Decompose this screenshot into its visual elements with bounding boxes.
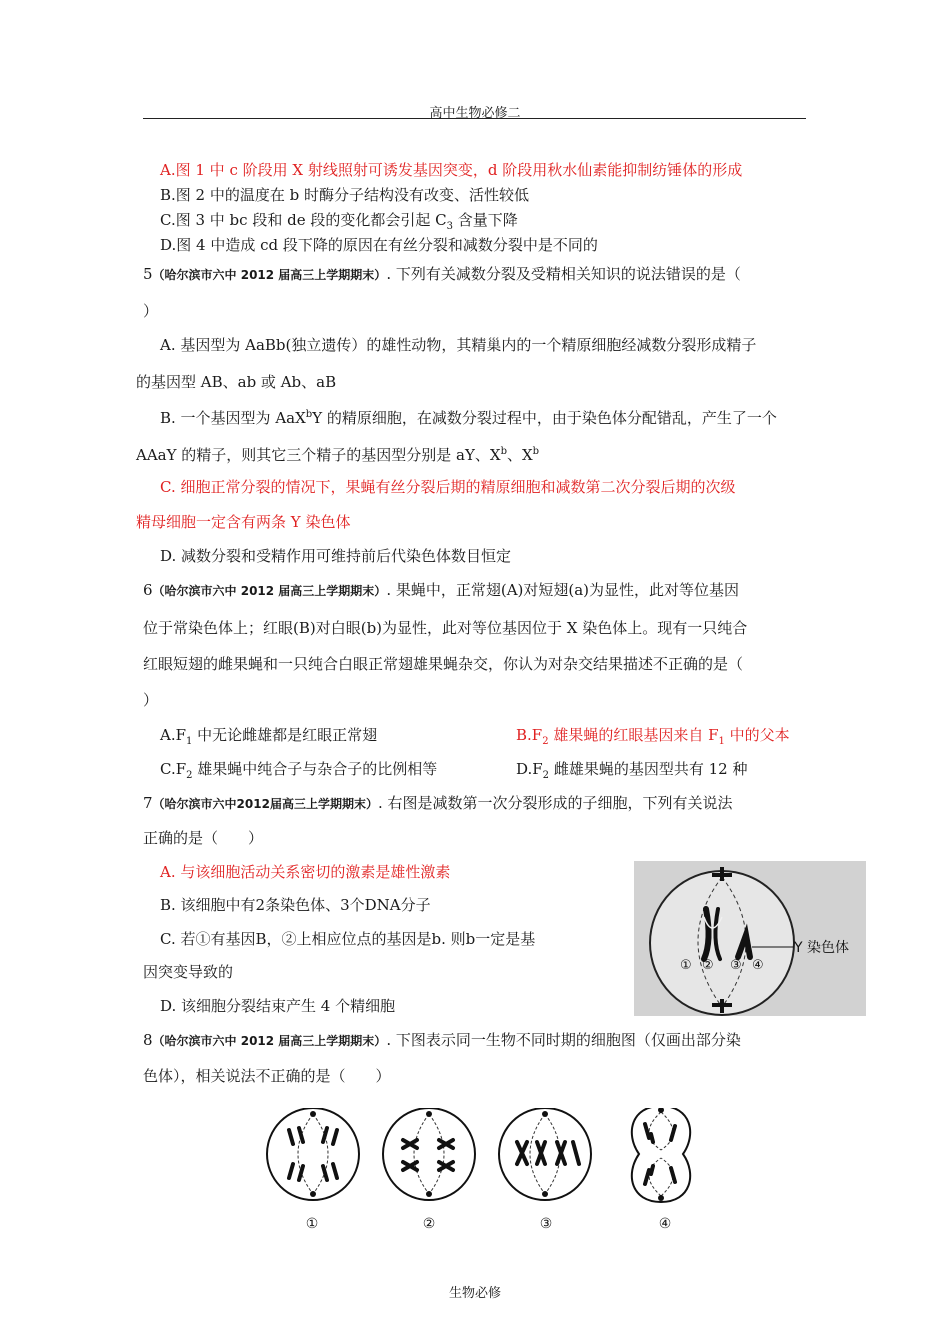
q6-stem-close: ）: [143, 691, 159, 709]
q6-stem-line3: 红眼短翅的雌果蝇和一只纯合白眼正常翅雄果蝇杂交，你认为对杂交结果描述不正确的是（: [143, 655, 744, 673]
q5-option-c-line1: C. 细胞正常分裂的情况下，果蝇有丝分裂后期的精原细胞和减数第二次分裂后期的次级: [160, 478, 736, 496]
marker-1: ①: [680, 958, 692, 973]
q5-option-c-line2: 精母细胞一定含有两条 Y 染色体: [136, 513, 351, 531]
q7-option-d: D. 该细胞分裂结束产生 4 个精细胞: [160, 997, 396, 1015]
marker-2: ②: [702, 958, 714, 973]
q6-source: （哈尔滨市六中 2012 届高三上学期期末）: [152, 584, 387, 598]
q8-stem-line2: 色体），相关说法不正确的是（ ）: [143, 1067, 391, 1085]
cell-1: [267, 1108, 359, 1200]
q7-option-a: A. 与该细胞活动关系密切的激素是雄性激素: [160, 863, 451, 881]
q5-stem-close: ）: [143, 302, 159, 320]
q6-option-b: $B.F_2$ 雄果蝇的红眼基因来自 $F_1$ 中的父本: [516, 726, 790, 747]
q4-option-d: D.图 4 中造成 cd 段下降的原因在有丝分裂和减数分裂中是不同的: [160, 236, 598, 254]
q5-option-b-line1: B. 一个基因型为 AaX$^b$Y 的精原细胞，在减数分裂过程中，由于染色体分配错乱，产生了一个: [160, 409, 777, 427]
q7-source: （哈尔滨市六中2012届高三上学期期末）: [152, 797, 378, 811]
q7-cell-photo: [634, 861, 866, 1016]
header-rule: [143, 118, 806, 119]
q5-option-b-line2: AAaY 的精子，则其它三个精子的基因型分别是 aY、$X^b$、$X^b$: [136, 446, 540, 464]
q6-stem-line1: 6（哈尔滨市六中 2012 届高三上学期期末）. 果蝇中，正常翅(A)对短翅(a)为显性，此对等位基因: [143, 581, 740, 599]
q5-source: （哈尔滨市六中 2012 届高三上学期期末）: [152, 268, 387, 282]
cell-2: [383, 1108, 475, 1200]
page-footer: 生物必修: [448, 1286, 501, 1301]
cell-4: [632, 1108, 690, 1202]
q5-option-a-line1: A. 基因型为 AaBb(独立遗传）的雄性动物，其精巢内的一个精原细胞经减数分裂形成精子: [160, 336, 757, 354]
y-chromosome-label: Y 染色体: [794, 940, 850, 956]
caption-4: ④: [658, 1216, 672, 1232]
q5-stem: 5（哈尔滨市六中 2012 届高三上学期期末）. 下列有关减数分裂及受精相关知识的说法错误的是（: [143, 265, 741, 283]
page-header: 高中生物必修二: [429, 106, 521, 121]
q6-option-a: $A.F_1$ 中无论雌雄都是红眼正常翅: [160, 726, 378, 747]
q7-stem-line1: 7（哈尔滨市六中2012届高三上学期期末）. 右图是减数第一次分裂形成的子细胞，下列有关说法: [143, 794, 733, 812]
q4-option-c: C.图 3 中 bc 段和 de 段的变化都会引起 $C_3$ 含量下降: [160, 211, 518, 232]
q4-option-b: B.图 2 中的温度在 b 时酶分子结构没有改变、活性较低: [160, 186, 530, 204]
q7-option-c-line2: 因突变导致的: [143, 963, 234, 981]
caption-3: ③: [539, 1216, 553, 1232]
q8-cell-diagrams: [255, 1108, 715, 1208]
q7-stem-line2: 正确的是（ ）: [143, 829, 264, 847]
caption-2: ②: [422, 1216, 436, 1232]
q7-option-c-line1: C. 若①有基因B，②上相应位点的基因是b. 则b一定是基: [160, 930, 536, 948]
q6-option-c: $C.F_2$ 雄果蝇中纯合子与杂合子的比例相等: [160, 760, 438, 781]
q7-option-b: B. 该细胞中有2条染色体、3个DNA分子: [160, 896, 431, 914]
q6-option-d: $D.F_2$ 雌雄果蝇的基因型共有 12 种: [516, 760, 748, 781]
q5-option-a-line2: 的基因型 AB、ab 或 Ab、aB: [136, 373, 337, 391]
q5-option-d: D. 减数分裂和受精作用可维持前后代染色体数目恒定: [160, 547, 512, 565]
q6-stem-line2: 位于常染色体上；红眼(B)对白眼(b)为显性，此对等位基因位于 X 染色体上。现有一只纯合: [143, 619, 748, 637]
q8-source: （哈尔滨市六中 2012 届高三上学期期末）: [152, 1034, 387, 1048]
caption-1: ①: [305, 1216, 319, 1232]
cell-diagram: [634, 861, 866, 1016]
marker-3: ③: [730, 958, 742, 973]
q4-option-a: A.图 1 中 c 阶段用 X 射线照射可诱发基因突变，d 阶段用秋水仙素能抑制纺锤体的形成: [160, 161, 743, 179]
marker-4: ④: [752, 958, 764, 973]
cell-3: [499, 1108, 591, 1200]
q8-stem-line1: 8（哈尔滨市六中 2012 届高三上学期期末）. 下图表示同一生物不同时期的细胞图（仅画出部分染: [143, 1031, 741, 1049]
